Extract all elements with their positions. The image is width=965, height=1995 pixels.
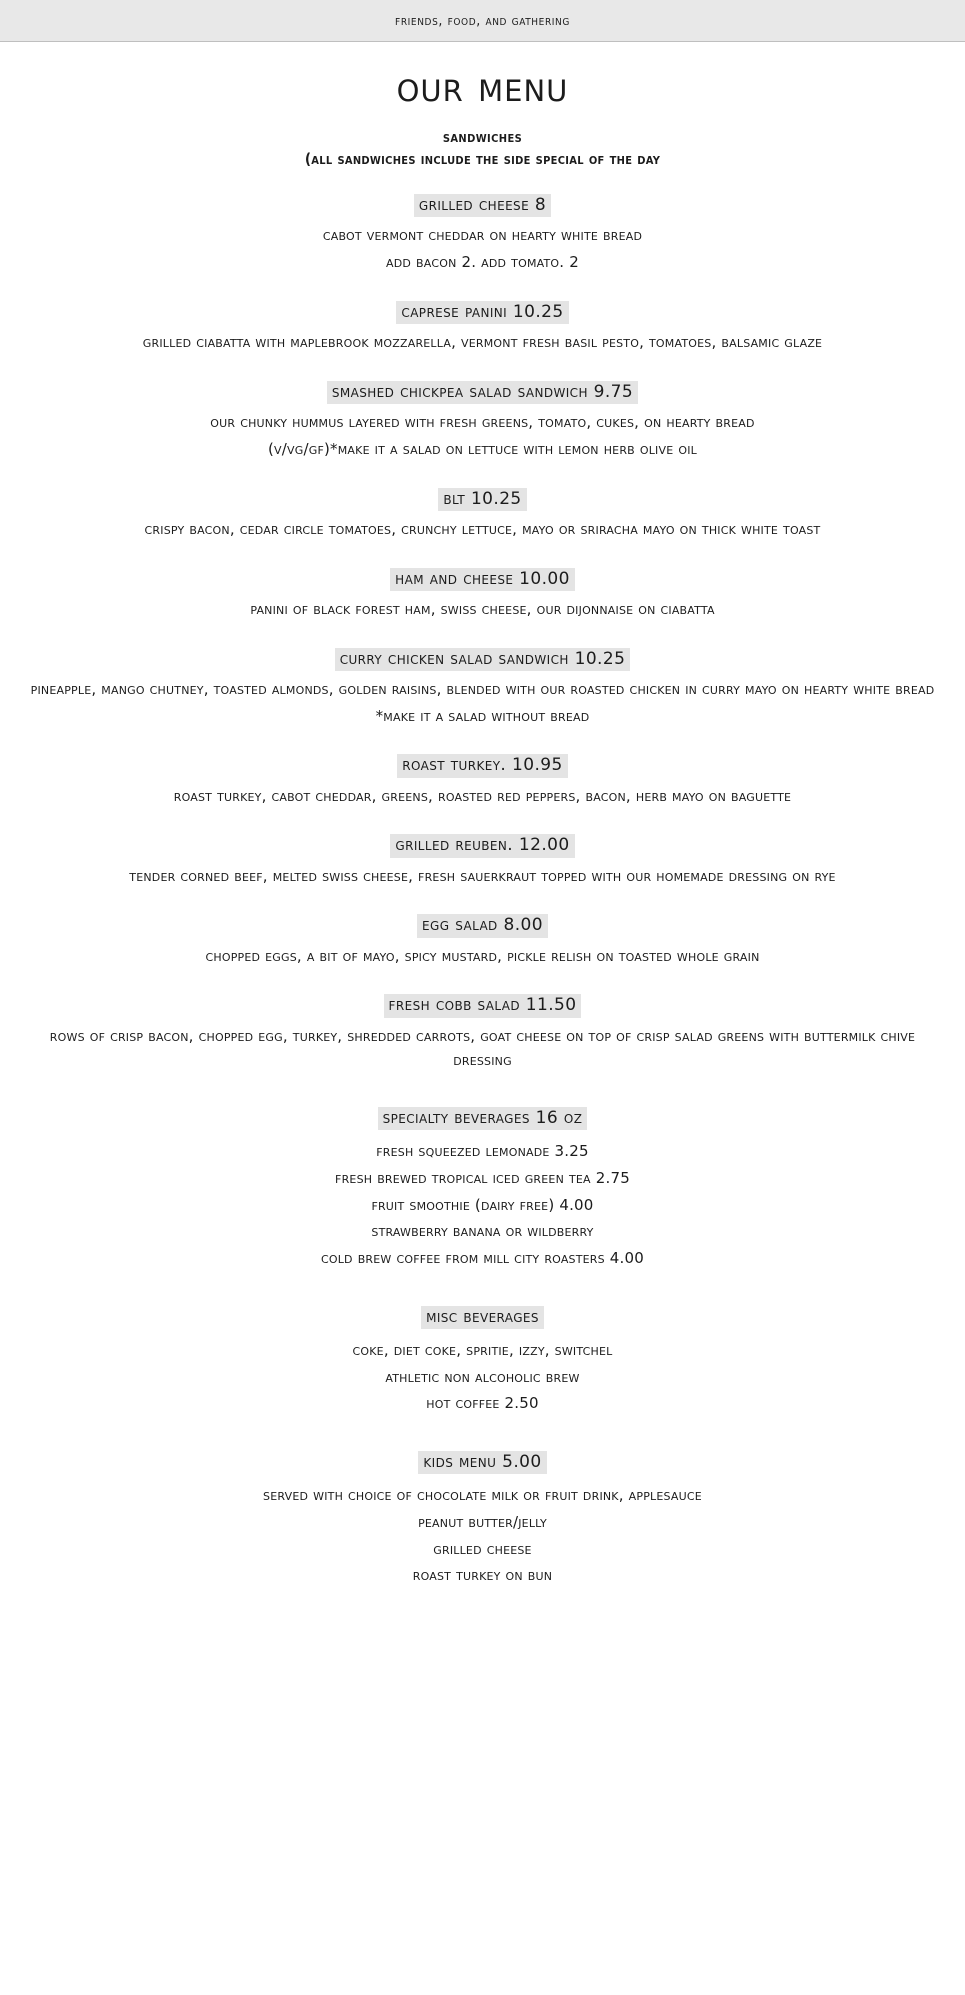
menu-item-description: *make it a salad without bread — [375, 706, 590, 725]
menu-group-specialty-beverages — [22, 1107, 943, 1272]
menu-group-line: grilled cheese — [433, 1539, 532, 1558]
menu-item-description: rows of crisp bacon, chopped egg, turkey, shredded carrots, goat cheese on top of crisp salad greens with buttermilk chive dressing — [49, 1026, 916, 1070]
menu-item-name: fresh cobb salad 11.50 — [384, 994, 582, 1017]
menu-group-line: fruit smoothie (dairy free) 4.00 — [371, 1195, 594, 1214]
menu-group-line: hot coffee 2.50 — [426, 1394, 539, 1413]
menu-item-name: egg salad 8.00 — [417, 914, 548, 937]
menu-item-description: chopped eggs, a bit of mayo, spicy mustard, pickle relish on toasted whole grain — [205, 946, 760, 965]
section-note-sandwiches: (all sandwiches include the side special of the day — [304, 150, 661, 168]
menu-group-name: specialty beverages 16 oz — [378, 1107, 588, 1130]
menu-group-line: served with choice of chocolate milk or fruit drink, applesauce — [263, 1486, 702, 1505]
menu-group-kids-menu — [22, 1451, 943, 1589]
menu-item-description: panini of black forest ham, swiss cheese, our dijonnaise on ciabatta — [250, 599, 715, 618]
menu-item-name: ham and cheese 10.00 — [390, 568, 575, 591]
menu-item-description: roast turkey, cabot cheddar, greens, roasted red peppers, bacon, herb mayo on baguette — [173, 786, 792, 805]
menu-group-line: roast turkey on bun — [412, 1566, 553, 1585]
menu-item — [22, 648, 943, 729]
menu-item — [22, 994, 943, 1073]
menu-item-description: pineapple, mango chutney, toasted almonds, golden raisins, blended with our roasted chicken in curry mayo on hearty white bread — [30, 679, 935, 698]
menu-group-line: athletic non alcoholic brew — [385, 1367, 580, 1386]
menu-item-description: (v/vg/gf)*make it a salad on lettuce with lemon herb olive oil — [268, 439, 697, 458]
menu-item-name: smashed chickpea salad sandwich 9.75 — [327, 381, 638, 404]
page-title: our menu — [396, 62, 569, 111]
menu-item-name: curry chicken salad sandwich 10.25 — [335, 648, 631, 671]
menu-group-name: kids menu 5.00 — [418, 1451, 546, 1474]
menu-group-name: misc beverages — [421, 1306, 544, 1329]
menu-item — [22, 754, 943, 808]
menu-item — [22, 301, 943, 355]
top-banner — [0, 0, 965, 42]
menu-item-description: tender corned beef, melted swiss cheese, fresh sauerkraut topped with our homemade dressing on rye — [129, 866, 836, 885]
menu-group-misc-beverages — [22, 1306, 943, 1417]
menu-item-description: add bacon 2. add tomato. 2 — [386, 253, 579, 271]
menu-item-name: grilled reuben. 12.00 — [390, 834, 574, 857]
menu-item-name: caprese panini 10.25 — [396, 301, 568, 324]
menu-item — [22, 834, 943, 888]
menu-group-line: strawberry banana or wildberry — [371, 1222, 594, 1241]
menu-item-name: grilled cheese 8 — [414, 194, 551, 217]
menu-item-description: cabot vermont cheddar on hearty white bread — [322, 226, 643, 245]
menu-group-line: fresh brewed tropical iced green tea 2.75 — [335, 1168, 630, 1187]
menu-group-line: peanut butter/jelly — [418, 1512, 547, 1531]
menu-item-name: roast turkey. 10.95 — [397, 754, 567, 777]
menu-item-description: our chunky hummus layered with fresh greens, tomato, cukes, on hearty bread — [210, 413, 755, 431]
menu-item — [22, 194, 943, 275]
menu-item-description: grilled ciabatta with maplebrook mozzarella, vermont fresh basil pesto, tomatoes, balsamic glaze — [142, 333, 823, 351]
section-heading-sandwiches: sandwiches — [442, 127, 523, 146]
menu-item-name: blt 10.25 — [438, 488, 526, 511]
banner-tagline: friends, food, and gathering — [395, 12, 570, 29]
menu-item — [22, 488, 943, 542]
menu-group-line: coke, diet coke, spritie, izzy, switchel — [352, 1340, 613, 1359]
menu-content — [0, 62, 965, 1629]
menu-item-description: crispy bacon, cedar circle tomatoes, crunchy lettuce, mayo or sriracha mayo on thick white toast — [144, 519, 821, 538]
menu-group-line: cold brew coffee from mill city roasters 4.00 — [320, 1249, 644, 1267]
menu-item — [22, 568, 943, 622]
menu-group-line: fresh squeezed lemonade 3.25 — [376, 1142, 589, 1161]
menu-item — [22, 914, 943, 968]
menu-item — [22, 381, 943, 462]
